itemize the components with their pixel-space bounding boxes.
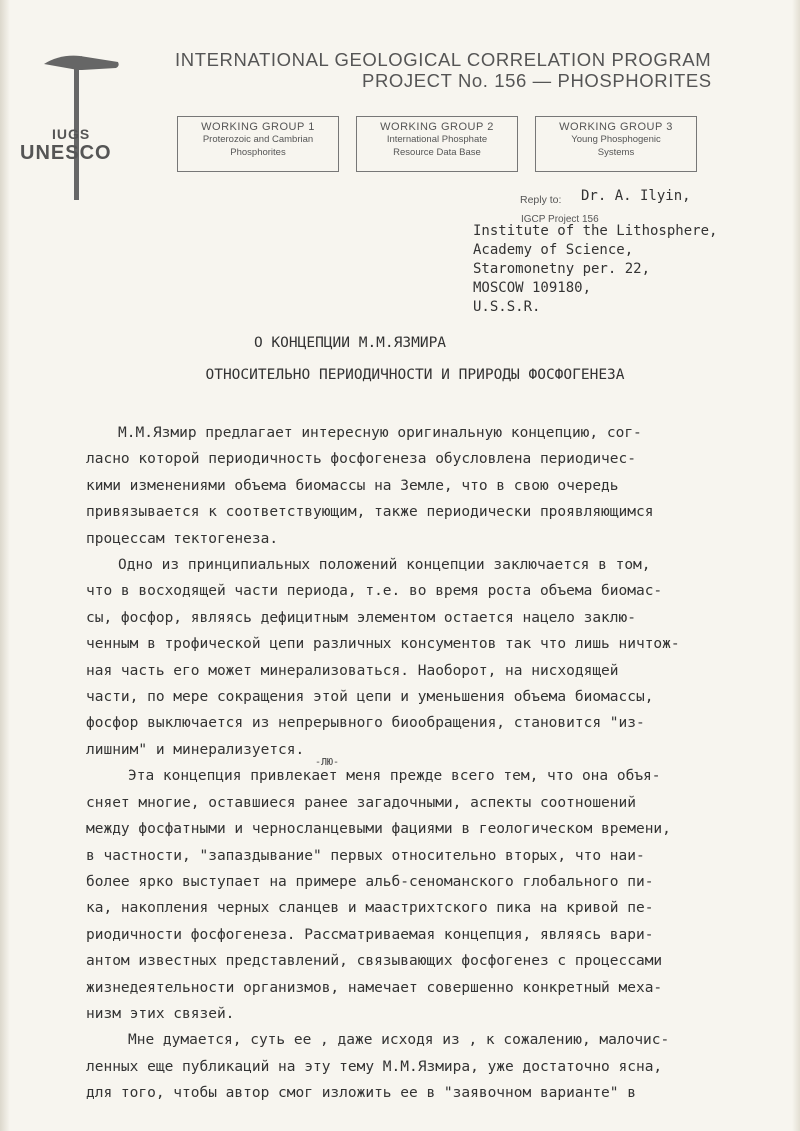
body-line: более ярко выступает на примере альб-сеноманского глобального пи- xyxy=(86,873,654,890)
body-line: ласно которой периодичность фосфогенеза обусловлена периодичес- xyxy=(86,451,636,468)
body-line: лишним" и минерализуется. xyxy=(86,741,305,758)
body-line: Одно из принципиальных положений концепции заключается в том, xyxy=(118,557,651,574)
body-line: риодичности фосфогенеза. Рассматриваемая концепция, являясь вари- xyxy=(86,926,654,943)
address-line: Academy of Science, xyxy=(473,242,634,258)
body-line: ная часть его может минерализоваться. Наоборот, на нисходящей xyxy=(86,662,619,679)
body-line: М.М.Язмир предлагает интересную оригинальную концепцию, сог- xyxy=(118,425,642,441)
program-heading: INTERNATIONAL GEOLOGICAL CORRELATION PROGRAM xyxy=(175,49,712,70)
working-group-title: WORKING GROUP 1 xyxy=(201,121,315,133)
working-group-1-box xyxy=(177,116,339,172)
body-line: сняет многие, оставшиеся ранее загадочными, аспекты соотношений xyxy=(86,794,636,811)
working-group-description: Systems xyxy=(597,147,635,158)
handwritten-annotation: -ЛЮ- xyxy=(315,757,340,768)
body-line: процессам тектогенеза. xyxy=(86,530,279,547)
body-line: Мне думается, суть ее , даже исходя из , к сожалению, малочис- xyxy=(128,1032,670,1049)
page-edge-shadow-right xyxy=(792,0,800,1131)
working-group-title: WORKING GROUP 2 xyxy=(380,121,494,133)
working-group-description: International Phosphate xyxy=(386,134,488,145)
project-heading: PROJECT No. 156 — PHOSPHORITES xyxy=(362,70,712,91)
document-title-line-1: О КОНЦЕПЦИИ М.М.ЯЗМИРА xyxy=(253,335,447,351)
body-line: сы, фосфор, являясь дефицитным элементом остается нацело заклю- xyxy=(86,609,636,626)
working-group-2-box xyxy=(356,116,518,172)
reply-to-label: Reply to: xyxy=(520,194,562,206)
body-line: между фосфатными и черносланцевыми фациями в геологическом времени, xyxy=(86,821,671,838)
body-line: кими изменениями объема биомассы на Земле, что в свою очередь xyxy=(86,477,619,494)
reply-to-name: Dr. A. Ilyin, xyxy=(581,188,691,204)
address-line: Staromonetny per. 22, xyxy=(473,261,651,277)
logo-unesco-text: UNESCO xyxy=(20,142,112,164)
letter-body xyxy=(86,420,758,1107)
body-line: ленных еще публикаций на эту тему М.М.Язмира, уже достаточно ясна, xyxy=(86,1058,663,1075)
body-line: жизнедеятельности организмов, намечает совершенно конкретный меха- xyxy=(86,979,663,996)
working-group-3-box xyxy=(535,116,697,172)
body-line: антом известных представлений, связывающих фосфогенез с процессами xyxy=(86,953,663,970)
address-line: Institute of the Lithosphere, xyxy=(473,223,718,239)
working-group-description: Resource Data Base xyxy=(393,147,481,158)
address-line: U.S.S.R. xyxy=(473,299,541,315)
body-line: что в восходящей части периода, т.е. во время роста объема биомас- xyxy=(86,583,663,600)
address-line: MOSCOW 109180, xyxy=(473,280,592,296)
working-group-title: WORKING GROUP 3 xyxy=(559,121,673,133)
body-line: привязывается к соответствующим, также периодически проявляющимся xyxy=(86,504,654,521)
body-line: в частности, "запаздывание" первых относительно вторых, что наи- xyxy=(86,847,645,864)
working-group-description: Young Phosphogenic xyxy=(571,134,661,145)
reply-address xyxy=(473,222,717,317)
body-line: ка, накопления черных сланцев и маастрихтского пика на кривой пе- xyxy=(86,900,654,917)
body-line: низм этих связей. xyxy=(86,1005,235,1022)
working-group-description: Phosphorites xyxy=(230,147,286,158)
body-line: Эта концепция привлекает меня прежде всего тем, что она объя- xyxy=(128,768,661,785)
body-line: фосфор выключается из непрерывного биообращения, становится "из- xyxy=(86,715,645,732)
page-edge-shadow-left xyxy=(0,0,10,1131)
body-line: для того, чтобы автор смог изложить ее в "заявочном варианте" в xyxy=(86,1085,636,1102)
body-line: ченным в трофической цепи различных консументов так что лишь ничтож- xyxy=(86,636,680,653)
working-group-description: Proterozoic and Cambrian xyxy=(202,134,314,145)
document-title-line-2: ОТНОСИТЕЛЬНО ПЕРИОДИЧНОСТИ И ПРИРОДЫ ФОСФОГЕНЕЗА xyxy=(205,367,625,383)
body-line: части, по мере сокращения этой цепи и уменьшения объема биомассы, xyxy=(86,689,654,706)
logo-iugs-text: IUGS xyxy=(52,126,91,142)
igcp-project-label: IGCP Project 156 xyxy=(521,214,599,225)
